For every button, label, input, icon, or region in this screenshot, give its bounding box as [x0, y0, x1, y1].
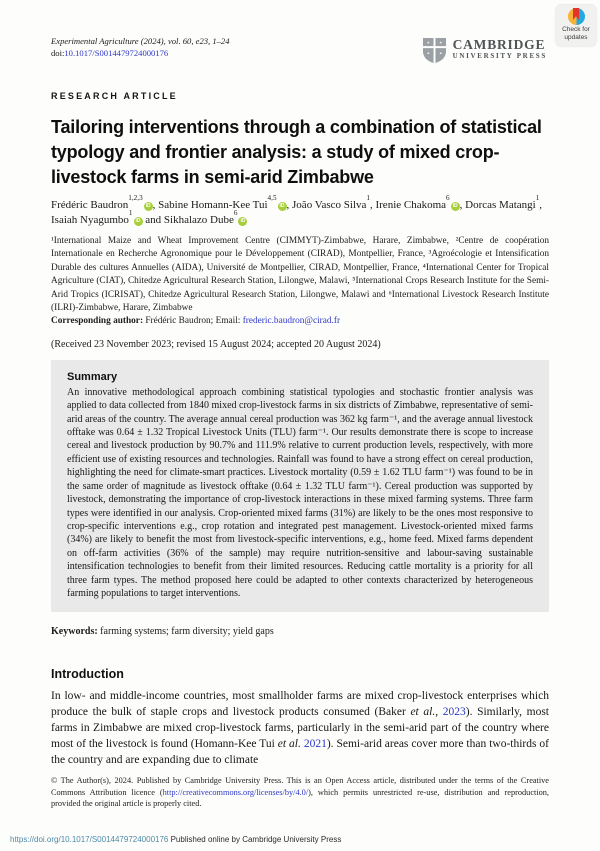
orcid-icon[interactable]: iD [452, 203, 458, 209]
author-list: Frédéric Baudron$^{1,2,3}$iD , Sabine Homann-Kee Tui$^{4,5}$iD , João Vasco Silva$^1$, Irenie Chakoma$^6$iD , Dorcas Matangi$^1$, Isaiah Nyagumbo$^1$iD and Sikhalazo Dube$^6$iD [51, 193, 543, 226]
orcid-icon[interactable]: iD [279, 203, 285, 209]
corresponding-author-line [51, 315, 549, 328]
author-affiliation-superscript: 4,5 [267, 193, 277, 202]
orcid-icon[interactable]: iD [145, 203, 151, 209]
text-segment: ). Similarly, most farms in Zimbabwe are mixed crop-livestock farms, particularly in the semi-arid part of the country where most of the livestock is found (Homann-Kee Tui [51, 706, 550, 751]
inline-link[interactable]: 2021 [303, 738, 327, 751]
summary-heading: Summary [67, 370, 118, 383]
keywords-text: farming systems; farm diversity; yield gaps [97, 626, 274, 638]
text-segment: ). Semi-arid areas cover more than two-thirds of the country and are expanding due to climate [51, 738, 549, 767]
author-name: Dorcas Matangi [465, 199, 536, 211]
affiliations: ¹International Maize and Wheat Improvement Centre (CIMMYT)-Zimbabwe, Harare, Zimbabwe, ²Centre de coopération Internationale en Recherche Agronomique pour le Développement (CIRAD), Montpellier, France, ³Agroécologie et Intensification Durable des cultures Annuelles (AIDA), Université de Montpellier, CIRAD, Montpellier, France, ⁴International Center for Tropical Agriculture (CIAT), Chitedze Agricultural Research Station, Lilongwe, Malawi, ⁵International Crops Research Institute for the Semi-Arid Tropics (ICRISAT), Chitedze Agricultural Research Station, Lilongwe, Malawi and ⁶International Livestock Research Institute (ILRI)-Zimbabwe, Harare, Zimbabwe [51, 236, 549, 314]
doi-link[interactable]: 10.1017/S0014479724000176 [64, 48, 169, 58]
check-for-updates-badge[interactable] [556, 5, 596, 46]
journal-meta [51, 36, 230, 59]
check-updates-label: Check for [562, 26, 590, 33]
article-title: Tailoring interventions through a combination of statistical typology and frontier analysis: a study of mixed crop-livestock farms in semi-arid Zimbabwe [51, 117, 542, 187]
text-segment: et al. [410, 706, 436, 719]
article-type-label: RESEARCH ARTICLE [51, 91, 178, 101]
author-affiliation-superscript: 6 [233, 208, 238, 217]
orcid-icon[interactable]: iD [135, 218, 141, 224]
doi-line [51, 48, 230, 59]
text-segment: et al. [277, 738, 301, 751]
doi-prefix: doi: [51, 48, 65, 58]
keywords-label: Keywords: [51, 626, 98, 638]
text-segment: © The Author(s), 2024. Published by Cambridge University Press. This is an Open Access article, distributed under the terms of the Creative Commons Attribution licence ( [51, 776, 549, 797]
publisher-name-line2: UNIVERSITY PRESS [452, 52, 547, 60]
inline-link[interactable]: http://creativecommons.org/licenses/by/4.0/ [162, 787, 309, 797]
author-name: Sabine Homann-Kee Tui [158, 199, 268, 211]
author-name: Sikhalazo Dube [163, 214, 234, 226]
license-footnote [51, 775, 549, 809]
footer-doi-link[interactable]: https://doi.org/10.1017/S0014479724000176 [10, 835, 169, 844]
page-header [51, 0, 549, 64]
author-name: João Vasco Silva [292, 199, 367, 211]
author-name: Irenie Chakoma [375, 199, 447, 211]
author-affiliation-superscript: 6 [446, 193, 450, 202]
text-segment: Frédéric Baudron; Email: [145, 316, 243, 327]
keywords-line [51, 625, 549, 638]
text-segment: ), which permits unrestricted re-use, distribution and reproduction, provided the original article is properly cited. [51, 787, 549, 808]
cambridge-shield-icon [422, 37, 447, 64]
inline-link[interactable]: frederic.baudron@cirad.fr [242, 316, 341, 327]
author-name: Isaiah Nyagumbo [51, 214, 129, 226]
author-name: Frédéric Baudron [51, 199, 129, 211]
text-segment: Corresponding author: [51, 316, 146, 327]
footer-published-note: Published online by Cambridge University Press [168, 835, 342, 844]
author-affiliation-superscript: 1,2,3 [128, 193, 143, 202]
author-affiliation-superscript: 1 [535, 193, 540, 202]
publisher-name-line1: CAMBRIDGE [452, 37, 546, 52]
summary-text: An innovative methodological approach combining statistical typologies and stochastic frontier analysis was applied to data collected from 1840 mixed crop-livestock farms in six districts of Zimbabwe, representative of semi-arid areas of the country. The average annual cereal production was 362 kg farm⁻¹, and the average annual livestock offtake was 0.64 ± 1.32 Tropical Livestock Units (TLU) farm⁻¹. Our results demonstrate there is scope to increase cereal and livestock production by 90.7% and 111.9% relative to current production levels, respectively, with more efficient use of existing resources and technologies. Rainfall was found to have a strong effect on cereal production, highlighting the need for climate-smart practices. Livestock mortality (0.59 ± 1.62 TLU farm⁻¹) was found to be in the same order of magnitude as livestock offtake (0.64 ± 1.32 TLU farm⁻¹). Cereal production was supported by livestock, demonstrating the importance of crop-livestock interactions in these mixed farming systems. Three farm types were identified in our analysis. Crop-oriented mixed farms (31%) are likely to be the ones most responsive to crop-specific interventions e.g., crop rotation and integrated pest management. Livestock-oriented mixed farms (34%) are likely to benefit the most from livestock-specific interventions, e.g., home feed. Mixed farms dependent on off-farm activities (36% of the sample) may require nutrition-sensitive and labour-saving sustainable intensification technologies to benefit from their limited resources. Reducing cattle mortality is a priority for all three farm types. The method proposed here could be adapted to other contexts characterized by heterogeneous farming populations to target interventions. [67, 386, 533, 599]
orcid-icon[interactable]: iD [240, 218, 246, 224]
check-updates-icon [568, 8, 585, 25]
bottom-provenance-bar [10, 835, 341, 844]
inline-link[interactable]: 2023 [442, 706, 466, 719]
introduction-heading: Introduction [51, 667, 124, 682]
cambridge-logo [422, 37, 547, 64]
author-affiliation-superscript: 1 [366, 193, 370, 202]
summary-box [51, 360, 549, 613]
journal-citation-line: Experimental Agriculture (2024), vol. 60, e23, 1–24 [51, 36, 230, 46]
text-segment: , [435, 706, 443, 719]
text-segment: In low- and middle-income countries, most smallholder farms are mixed crop-livestock enterprises which produce the bulk of staple crops and livestock products consumed (Baker [51, 690, 549, 719]
author-affiliation-superscript: 1 [128, 208, 133, 217]
publisher-name [453, 37, 547, 61]
check-updates-label: updates [564, 33, 588, 41]
introduction-paragraph [51, 688, 549, 768]
article-history-line: (Received 23 November 2023; revised 15 August 2024; accepted 20 August 2024) [51, 338, 381, 350]
